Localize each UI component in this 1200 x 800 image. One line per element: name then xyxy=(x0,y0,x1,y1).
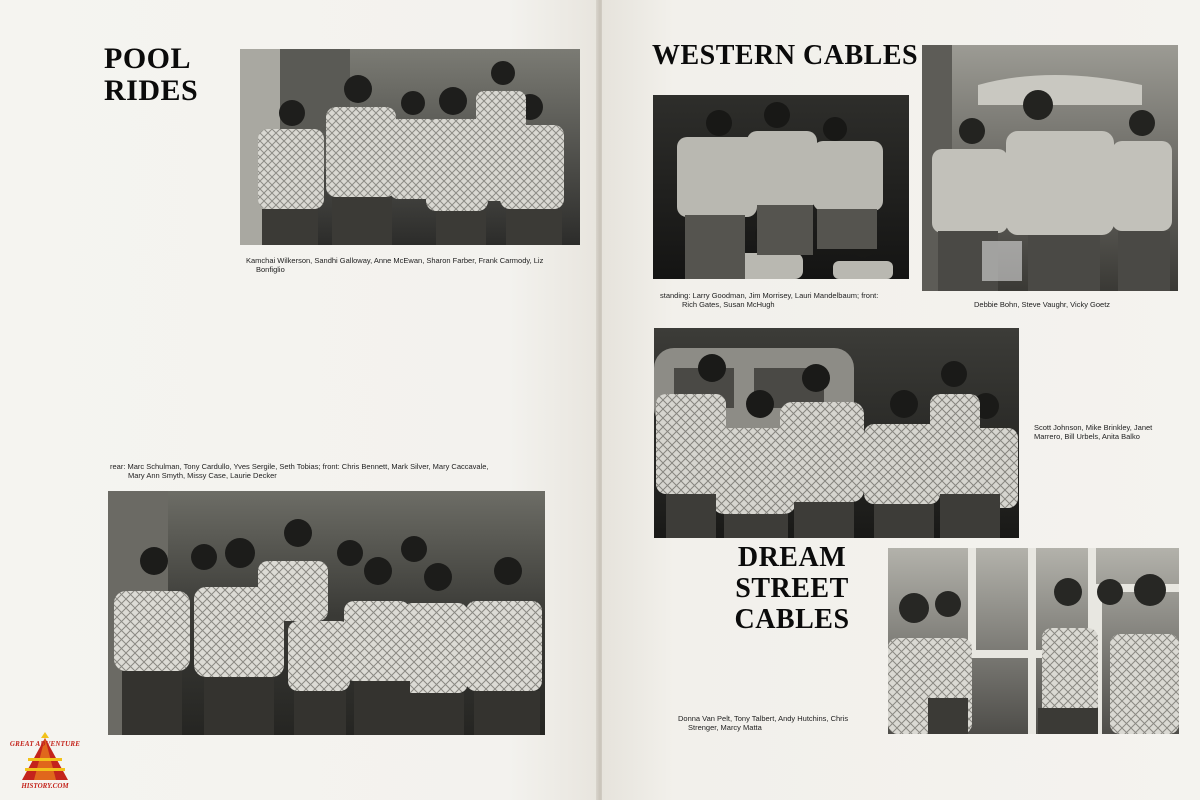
pool-rides-caption-top-line2: Bonfiglio xyxy=(256,265,285,275)
western-cables-photo-middle xyxy=(654,328,1019,538)
western-cables-caption-mid-line1: Scott Johnson, Mike Brinkley, Janet xyxy=(1034,423,1153,432)
western-cables-caption-right: Debbie Bohn, Steve Vaughr, Vicky Goetz xyxy=(974,300,1111,309)
western-cables-title: WESTERN CABLES xyxy=(652,40,919,71)
pool-rides-caption-top-line1: Kamchai Wilkerson, Sandhi Galloway, Anne McEwan, Sharon Farber, Frank Carmody, Liz xyxy=(246,256,544,265)
dream-street-cables-caption-line2: Strenger, Marcy Matta xyxy=(688,723,762,733)
dream-street-cables-title-line3: CABLES xyxy=(734,604,850,635)
dream-street-cables-title-line2: STREET xyxy=(735,573,849,604)
pool-rides-caption-bottom-line2: Mary Ann Smyth, Missy Case, Laurie Decker xyxy=(128,471,277,481)
logo-text-bottom: HISTORY.COM xyxy=(21,782,69,790)
western-cables-caption-mid xyxy=(1034,423,1194,442)
pool-rides-title-line2: RIDES xyxy=(104,74,199,107)
pool-rides-caption-bottom-line1: rear: Marc Schulman, Tony Cardullo, Yves Sergile, Seth Tobias; front: Chris Bennett, Mark Silver, Mary Caccavale, xyxy=(110,462,489,471)
logo-text-top: GREAT ADVENTURE xyxy=(9,740,81,748)
pool-rides-caption-bottom xyxy=(110,462,550,481)
pool-rides-title xyxy=(104,44,198,106)
western-cables-photo-right xyxy=(922,45,1178,291)
western-cables-caption-left-line1: standing: Larry Goodman, Jim Morrisey, Lauri Mandelbaum; front: xyxy=(660,291,879,300)
dream-street-cables-title xyxy=(712,544,872,634)
dream-street-cables-title-line1: DREAM xyxy=(737,542,847,573)
western-cables-photo-left xyxy=(653,95,909,279)
western-cables-caption-mid-line2: Marrero, Bill Urbels, Anita Balko xyxy=(1034,432,1140,442)
dream-street-cables-caption xyxy=(678,714,898,733)
great-adventure-history-logo xyxy=(6,728,84,794)
pool-rides-title-line1: POOL xyxy=(104,42,192,75)
pool-rides-photo-top xyxy=(240,49,580,245)
pool-rides-caption-top xyxy=(246,256,586,275)
western-cables-caption-left-line2: Rich Gates, Susan McHugh xyxy=(682,300,775,310)
dream-street-cables-photo xyxy=(888,548,1179,734)
pool-rides-photo-bottom xyxy=(108,491,545,735)
western-cables-caption-left xyxy=(660,291,920,310)
dream-street-cables-caption-line1: Donna Van Pelt, Tony Talbert, Andy Hutchins, Chris xyxy=(678,714,849,723)
